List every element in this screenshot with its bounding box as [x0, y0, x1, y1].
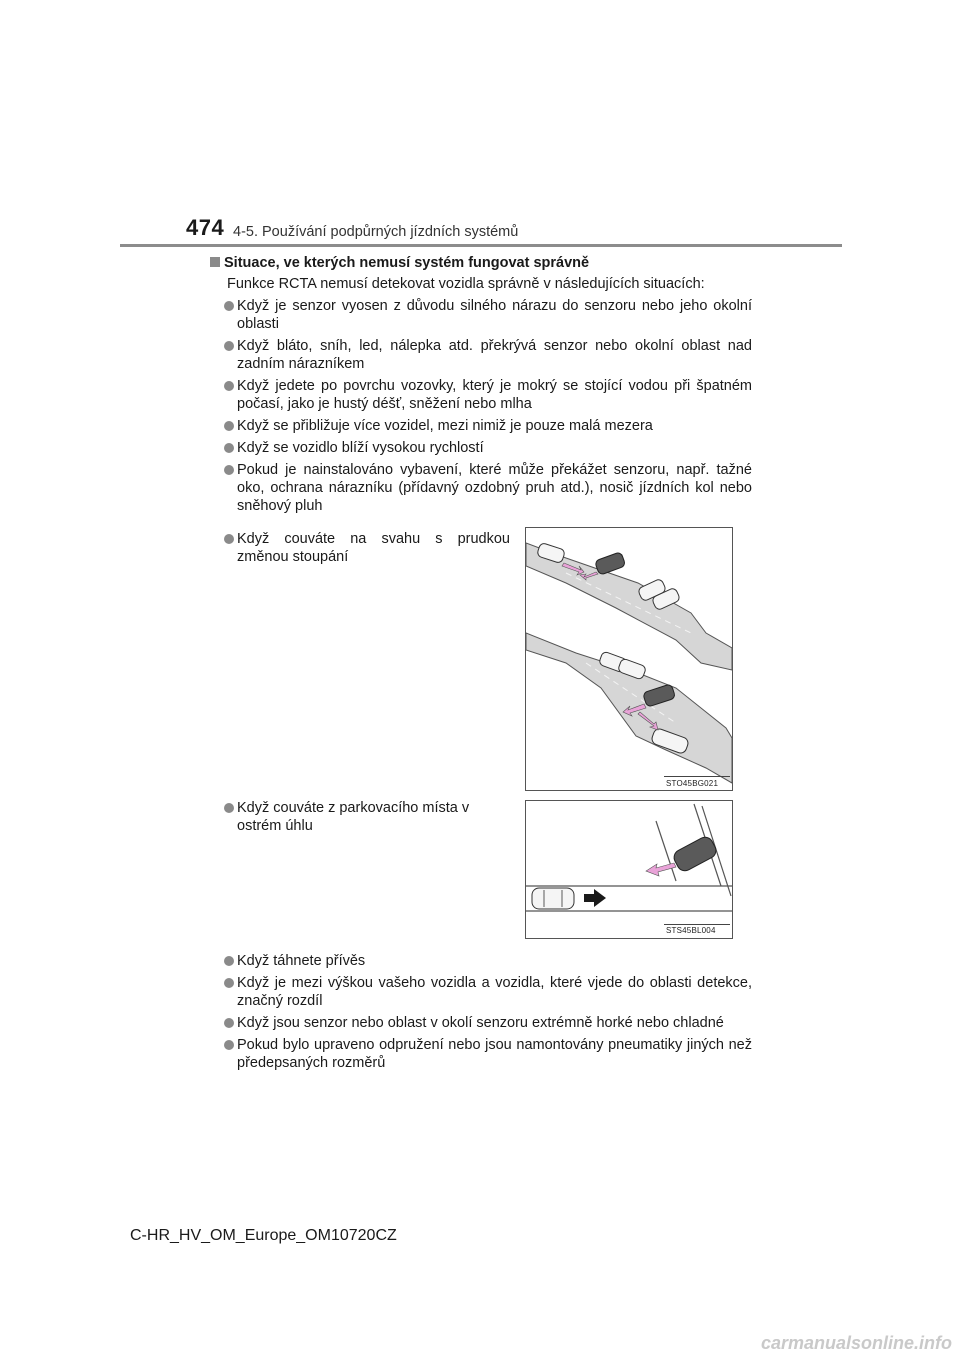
list-item-slope: Když couváte na svahu s prudkou změnou stoupání	[210, 530, 510, 566]
section-title: 4-5. Používání podpůrných jízdních systémů	[233, 224, 519, 240]
bullet-dot-icon	[224, 301, 234, 311]
watermark: carmanualsonline.info	[760, 1333, 952, 1353]
arrow-right-icon	[584, 889, 606, 907]
bullet-dot-icon	[224, 803, 234, 813]
list-item: Když je mezi výškou vašeho vozidla a vozidla, které vjede do oblasti detekce, značný rozdíl	[210, 974, 752, 1010]
bullet-dot-icon	[224, 443, 234, 453]
square-bullet-icon	[210, 257, 220, 267]
list-item: Pokud bylo upraveno odpružení nebo jsou namontovány pneumatiky jiných než předepsaných rozměrů	[210, 1036, 752, 1072]
bullet-dot-icon	[224, 534, 234, 544]
figure-parking	[525, 800, 733, 939]
list-item: Když je senzor vyosen z důvodu silného nárazu do senzoru nebo jeho okolní oblasti	[210, 297, 752, 333]
figure-slope	[525, 527, 733, 791]
page-number: 474	[186, 215, 225, 240]
bullet-dot-icon	[224, 978, 234, 988]
bullet-dot-icon	[224, 1018, 234, 1028]
list-item: Když bláto, sníh, led, nálepka atd. překrývá senzor nebo okolní oblast nad zadním nárazníkem	[210, 337, 752, 373]
main-content	[210, 254, 752, 515]
bullet-dot-icon	[224, 421, 234, 431]
bullet-dot-icon	[224, 465, 234, 475]
parking-illustration	[526, 801, 732, 938]
car-icon	[671, 834, 718, 873]
figure-code: STO45BG021	[666, 779, 719, 788]
list-item: Když jsou senzor nebo oblast v okolí senzoru extrémně horké nebo chladné	[210, 1014, 752, 1032]
car-icon	[594, 552, 625, 576]
section-heading: Situace, ve kterých nemusí systém fungovat správně	[210, 254, 752, 272]
list-item-parking: Když couváte z parkovacího místa v ostrém úhlu	[210, 799, 510, 835]
intro-text: Funkce RCTA nemusí detekovat vozidla správně v následujících situacích:	[227, 276, 705, 292]
car-icon	[532, 888, 574, 909]
list-item: Když se přibližuje více vozidel, mezi nimiž je pouze malá mezera	[210, 417, 752, 435]
bullet-list-bottom	[210, 948, 752, 1072]
arrow-icon	[646, 863, 676, 876]
slope-illustration	[526, 528, 732, 790]
bullet-dot-icon	[224, 1040, 234, 1050]
list-item: Když se vozidlo blíží vysokou rychlostí	[210, 439, 752, 457]
bullet-dot-icon	[224, 381, 234, 391]
list-item: Pokud je nainstalováno vybavení, které může překážet senzoru, např. tažné oko, ochrana nárazníku (přídavný ozdobný pruh atd.), nosič jízdních kol nebo sněhový pluh	[210, 461, 752, 515]
document-id: C-HR_HV_OM_Europe_OM10720CZ	[130, 1227, 397, 1244]
list-item: Když táhnete přívěs	[210, 952, 752, 970]
header-divider	[120, 244, 842, 247]
bullet-list-top	[210, 297, 752, 515]
bullet-dot-icon	[224, 956, 234, 966]
bullet-dot-icon	[224, 341, 234, 351]
list-item: Když jedete po povrchu vozovky, který je mokrý se stojící vodou při špatném počasí, jako je hustý déšť, sněžení nebo mlha	[210, 377, 752, 413]
figure-code: STS45BL004	[666, 926, 716, 935]
